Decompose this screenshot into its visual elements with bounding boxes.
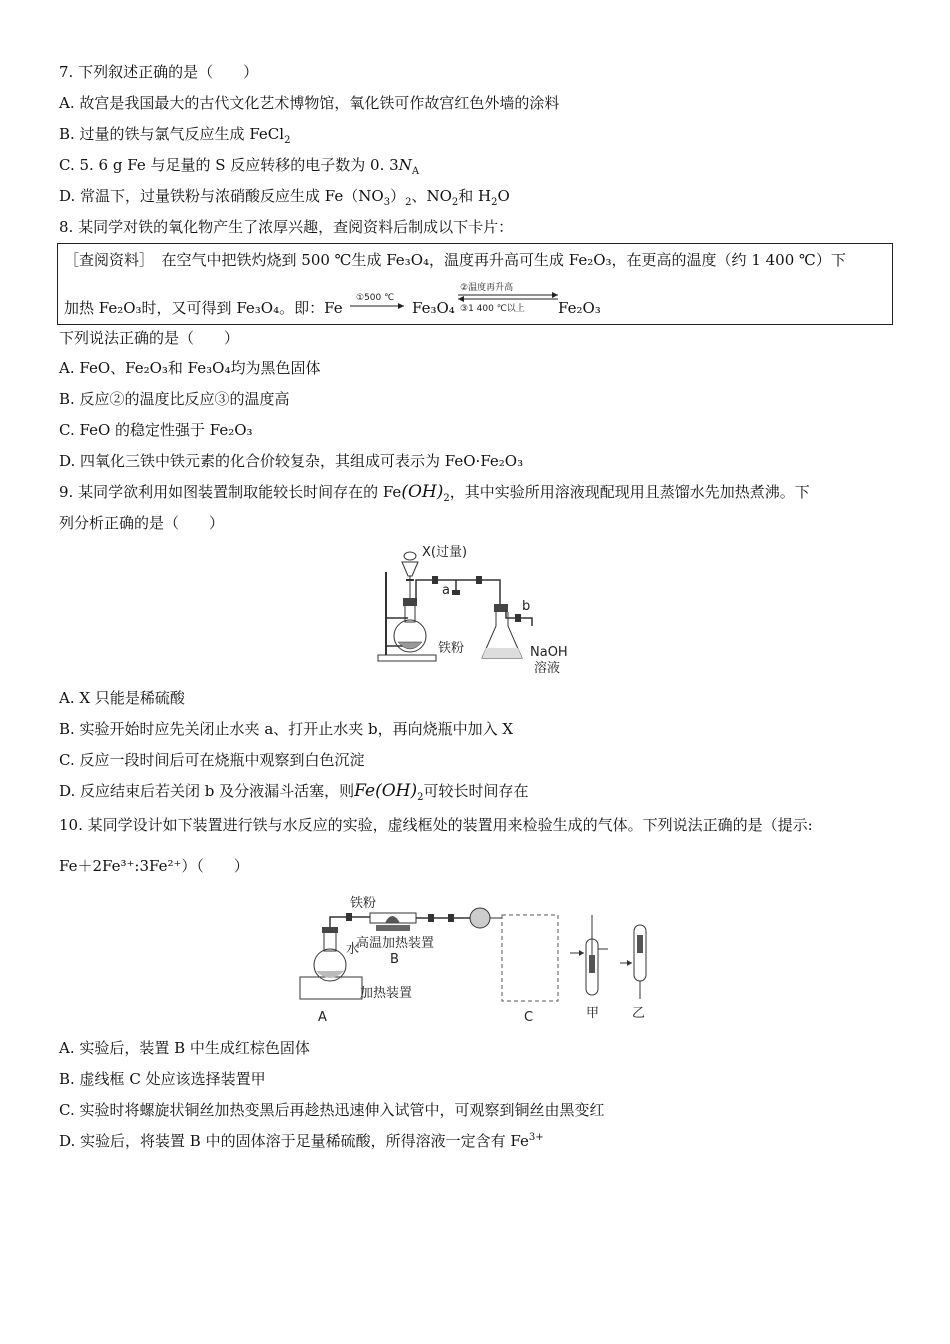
fig-b-label: B <box>390 952 399 967</box>
q8-sub-stem: 下列说法正确的是（ ） <box>59 329 240 347</box>
q9-stem: 9. 某同学欲利用如图装置制取能较长时间存在的 $Fe(OH)_2$，其中实验所用溶液现配现用且蒸馏水先加热煮沸。下 <box>59 482 810 504</box>
fig-iron-label: 铁粉 <box>350 896 377 911</box>
q9-option-c: C. 反应一段时间后可在烧瓶中观察到白色沉淀 <box>59 751 365 769</box>
high-temp-heater-b <box>376 925 410 931</box>
q10-stem: 10. 某同学设计如下装置进行铁与水反应的实验，虚线框处的装置用来检验生成的气体。下列说法正确的是（提示: <box>59 816 813 834</box>
q8-option-d: D. 四氧化三铁中铁元素的化合价较复杂，其组成可表示为 FeO·Fe₂O₃ <box>59 452 524 470</box>
q9-stem-line2: 列分析正确的是（ ） <box>59 514 225 532</box>
q10-option-c: C. 实验时将螺旋状铜丝加热变黑后再趁热迅速伸入试管中，可观察到铜丝由黑变红 <box>59 1101 605 1119</box>
arrow3-label: ③1 400 ℃以上 <box>460 304 525 314</box>
drying-tube <box>470 908 490 928</box>
heater-a <box>300 977 362 999</box>
dropping-funnel <box>402 562 418 576</box>
dashed-box-c <box>502 915 558 1001</box>
q8-card-line2: 加热 Fe₂O₃时，又可得到 Fe₃O₄。即：Fe <box>64 299 343 317</box>
fig-water-label: 水 <box>346 942 360 957</box>
q9-apparatus-figure <box>372 542 582 680</box>
stand-base <box>378 655 436 661</box>
fig-solution-label: 溶液 <box>534 661 561 676</box>
fig-b-label: b <box>522 599 531 614</box>
fig-jia-label: 甲 <box>586 1006 600 1021</box>
q7-stem: 7. 下列叙述正确的是（ ） <box>59 63 259 81</box>
fig-a-label: A <box>318 1010 327 1025</box>
q9-option-b: B. 实验开始时应先关闭止水夹 a、打开止水夹 b，再向烧瓶中加入 X <box>59 720 514 738</box>
arrow1-label: ①500 ℃ <box>356 293 395 303</box>
q10-apparatus-figure <box>290 895 670 1027</box>
fig-a-label: a <box>442 583 450 598</box>
fig-yi-label: 乙 <box>632 1006 646 1021</box>
clamp-b <box>515 614 521 622</box>
fig-heater-label: 加热装置 <box>360 986 413 1001</box>
q8-stem: 8. 某同学对铁的氧化物产生了浓厚兴趣，查阅资料后制成以下卡片： <box>59 218 514 236</box>
q10-option-a: A. 实验后，装置 B 中生成红棕色固体 <box>59 1039 310 1057</box>
q7-option-b: B. 过量的铁与氯气反应生成 FeCl$_2$ <box>59 125 291 146</box>
clamp-a <box>452 590 460 595</box>
fig-x-label: X(过量) <box>422 545 468 560</box>
fig-c-label: C <box>524 1010 534 1025</box>
fig-heater-b-label: 高温加热装置 <box>356 936 435 951</box>
q8-reaction-arrows <box>348 278 568 322</box>
iron-powder-b <box>385 916 400 923</box>
q8-card-fe2o3: Fe₂O₃ <box>558 299 601 317</box>
fig-fe-label: 铁粉 <box>438 641 465 656</box>
q9-option-d: D. 反应结束后若关闭 b 及分液漏斗活塞，则$Fe(OH)_2$可较长时间存在 <box>59 781 529 803</box>
iron-powder <box>398 642 422 649</box>
q7-option-a: A. 故宫是我国最大的古代文化艺术博物馆，氧化铁可作故宫红色外墙的涂料 <box>59 94 560 112</box>
q8-option-a: A. FeO、Fe₂O₃和 Fe₃O₄均为黑色固体 <box>59 359 321 377</box>
q9-option-a: A. X 只能是稀硫酸 <box>59 689 185 707</box>
q10-option-b: B. 虚线框 C 处应该选择装置甲 <box>59 1070 266 1088</box>
q10-hint: Fe＋2Fe³⁺:3Fe²⁺）（ ） <box>59 857 249 875</box>
q8-info-card <box>57 243 893 325</box>
q7-option-d: D. 常温下，过量铁粉与浓硝酸反应生成 $Fe(NO_3)_2$、$NO_2$和 $H_2O$ <box>59 187 510 208</box>
q7-option-c: C. 5. 6 g Fe 与足量的 S 反应转移的电子数为 0. $3N_A$ <box>59 156 420 177</box>
fig-naoh-label: NaOH <box>530 645 568 660</box>
q8-option-c: C. FeO 的稳定性强于 Fe₂O₃ <box>59 421 253 439</box>
arrow2-label: ②温度再升高 <box>460 283 514 293</box>
q8-card-fe3o4: Fe₃O₄ <box>412 299 455 317</box>
q8-option-b: B. 反应②的温度比反应③的温度高 <box>59 390 290 408</box>
q10-option-d: D. 实验后，将装置 B 中的固体溶于足量稀硫酸，所得溶液一定含有 $Fe^{3+}$ <box>59 1132 544 1150</box>
q8-card-line1: ［查阅资料］ 在空气中把铁灼烧到 500 ℃生成 Fe₃O₄，温度再升高可生成 Fe₂O₃，在更高的温度（约 1 400 ℃）下 <box>64 251 846 269</box>
